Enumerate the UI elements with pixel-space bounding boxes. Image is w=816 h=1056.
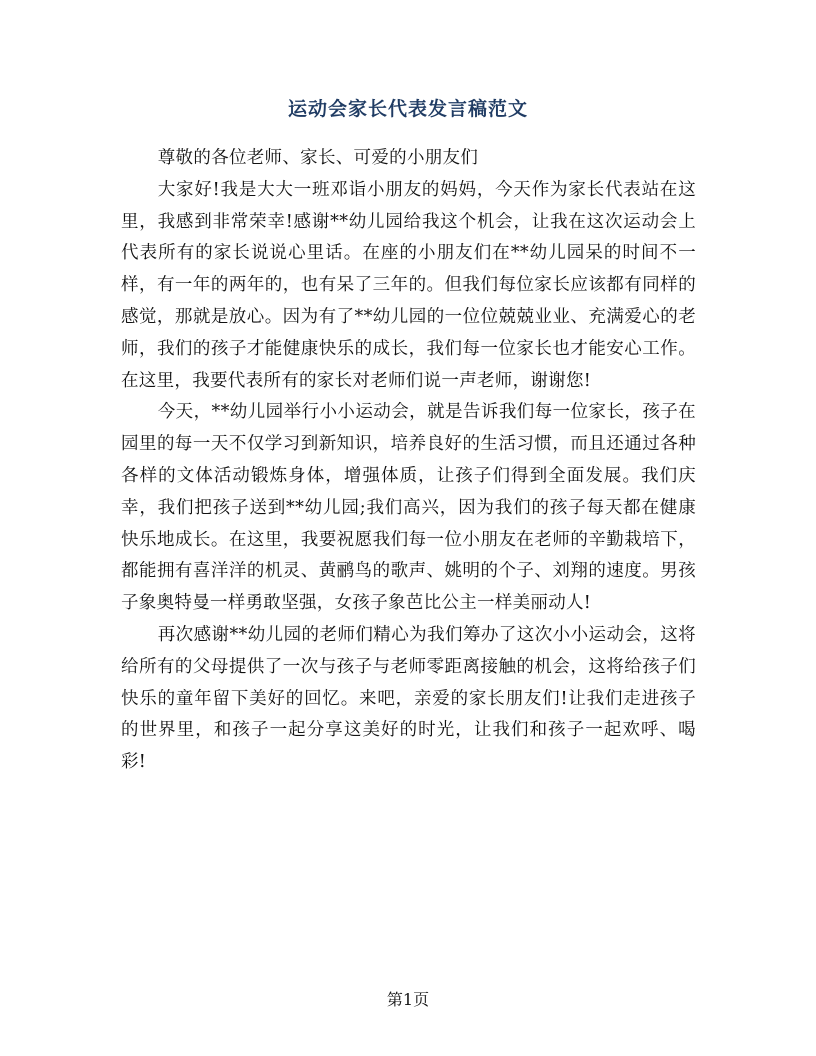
paragraph-3: 再次感谢**幼儿园的老师们精心为我们筹办了这次小小运动会，这将给所有的父母提供了一次与孩子与老师零距离接触的机会，这将给孩子们快乐的童年留下美好的回忆。来吧，亲爱的家长朋友们!让我们走进孩子的世界里，和孩子一起分享这美好的时光，让我们和孩子一起欢呼、喝彩! xyxy=(121,624,696,773)
salutation: 尊敬的各位老师、家长、可爱的小朋友们 xyxy=(157,148,479,168)
document-title: 运动会家长代表发言稿范文 xyxy=(287,98,528,120)
paragraph-2: 今天，**幼儿园举行小小运动会，就是告诉我们每一位家长，孩子在园里的每一天不仅学习到新知识，培养良好的生活习惯，而且还通过各种各样的文体活动锻炼身体，增强体质，让孩子们得到全面发展。我们庆幸，我们把孩子送到**幼儿园;我们高兴，因为我们的孩子每天都在健康快乐地成长。在这里，我要祝愿我们每一位小朋友在老师的辛勤栽培下，都能拥有喜洋洋的机灵、黄鹂鸟的歌声、姚明的个子、刘翔的速度。男孩子象奥特曼一样勇敢坚强，女孩子象芭比公主一样美丽动人! xyxy=(121,402,696,614)
paragraph-1: 大家好!我是大大一班邓诣小朋友的妈妈，今天作为家长代表站在这里，我感到非常荣幸!感谢**幼儿园给我这个机会，让我在这次运动会上代表所有的家长说说心里话。在座的小朋友们在**幼儿园呆的时间不一样，有一年的两年的，也有呆了三年的。但我们每位家长应该都有同样的感觉，那就是放心。因为有了**幼儿园的一位位兢兢业业、充满爱心的老师，我们的孩子才能健康快乐的成长，我们每一位家长也才能安心工作。在这里，我要代表所有的家长对老师们说一声老师，谢谢您! xyxy=(121,179,696,391)
page-number: 第1页 xyxy=(386,990,430,1009)
document-body xyxy=(121,143,696,779)
